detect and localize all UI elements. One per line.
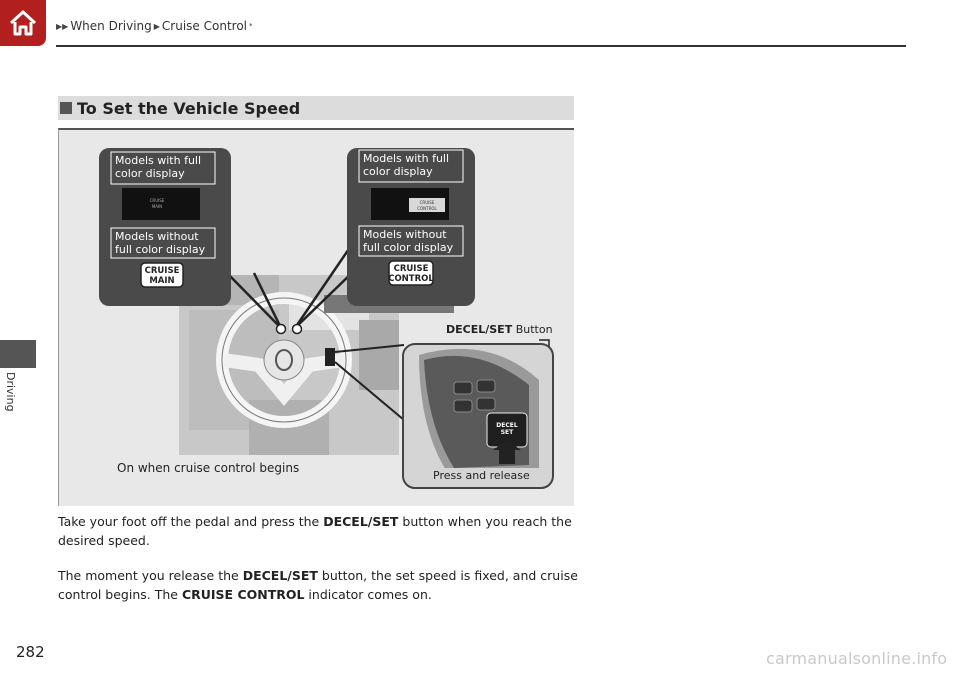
section-title: To Set the Vehicle Speed bbox=[77, 98, 301, 118]
left-indicator-text-1: CRUISE bbox=[144, 266, 180, 276]
paragraph-1-bold: DECEL/SET bbox=[323, 514, 399, 529]
right-indicator-text-2: CONTROL bbox=[388, 274, 434, 284]
right-full-color-label-2: color display bbox=[363, 165, 433, 178]
paragraph-2-mid: button, the set speed is fixed, and cruise control begins. The bbox=[58, 568, 578, 602]
right-screen-text-2: CONTROL bbox=[417, 206, 437, 211]
side-tab[interactable] bbox=[0, 340, 36, 368]
home-button[interactable] bbox=[0, 0, 46, 46]
watermark: carmanualsonline.info bbox=[766, 649, 948, 668]
decel-set-callout-rest: Button bbox=[512, 323, 553, 336]
side-tab-label: Driving bbox=[4, 372, 17, 412]
left-no-full-color-label-1: Models without bbox=[115, 230, 199, 243]
right-callout bbox=[347, 148, 475, 306]
press-release-caption: Press and release bbox=[433, 469, 530, 482]
paragraph-2-bold-2: CRUISE CONTROL bbox=[181, 587, 305, 602]
home-icon bbox=[7, 7, 39, 39]
header-rule bbox=[56, 45, 906, 47]
breadcrumb-arrow-icon: ▶▶ bbox=[56, 21, 69, 31]
right-no-full-color-label-2: full color display bbox=[363, 241, 454, 254]
left-no-full-color-label-2: full color display bbox=[115, 243, 206, 256]
decel-set-callout-bold: DECEL/SET bbox=[446, 323, 513, 336]
breadcrumb-arrow-icon: ▶ bbox=[153, 21, 160, 31]
breadcrumb-level-2[interactable]: Cruise Control bbox=[161, 19, 247, 33]
square-bullet-icon bbox=[60, 102, 72, 114]
illustration bbox=[58, 128, 574, 506]
right-screen-text-1: CRUISE bbox=[419, 200, 435, 205]
paragraph-2 bbox=[58, 566, 578, 604]
breadcrumb-marker: * bbox=[249, 22, 253, 30]
paragraph-2-post: indicator comes on. bbox=[304, 587, 432, 602]
indicator-right-marker bbox=[293, 325, 302, 334]
left-screen-text-1: CRUISE bbox=[149, 198, 165, 203]
button-inset bbox=[403, 344, 553, 488]
paragraph-2-bold-1: DECEL/SET bbox=[242, 568, 318, 583]
illustration-svg bbox=[59, 130, 574, 506]
page-number: 282 bbox=[16, 643, 45, 661]
decel-set-button-callout bbox=[446, 323, 553, 336]
left-indicator-text-2: MAIN bbox=[149, 276, 175, 286]
right-no-full-color-label-1: Models without bbox=[363, 228, 447, 241]
on-caption: On when cruise control begins bbox=[117, 461, 300, 475]
paragraph-1-post: button when you reach the desired speed. bbox=[58, 514, 572, 548]
breadcrumb-level-1[interactable]: When Driving bbox=[70, 19, 152, 33]
button-face-text-2: SET bbox=[500, 429, 514, 436]
left-callout bbox=[99, 148, 231, 306]
left-screen-text-2: MAIN bbox=[151, 204, 163, 209]
button-face-text-1: DECEL bbox=[496, 422, 518, 429]
left-full-color-label-2: color display bbox=[115, 167, 185, 180]
right-indicator-text-1: CRUISE bbox=[393, 264, 429, 274]
paragraph-2-pre: The moment you release the bbox=[58, 568, 243, 583]
indicator-left-marker bbox=[277, 325, 286, 334]
paragraph-1 bbox=[58, 512, 578, 550]
right-full-color-label-1: Models with full bbox=[363, 152, 450, 165]
left-full-color-label-1: Models with full bbox=[115, 154, 202, 167]
section-heading bbox=[58, 96, 574, 120]
paragraph-1-pre: Take your foot off the pedal and press the bbox=[58, 514, 324, 529]
breadcrumb bbox=[56, 19, 253, 33]
side-tab-label-box bbox=[4, 372, 30, 432]
